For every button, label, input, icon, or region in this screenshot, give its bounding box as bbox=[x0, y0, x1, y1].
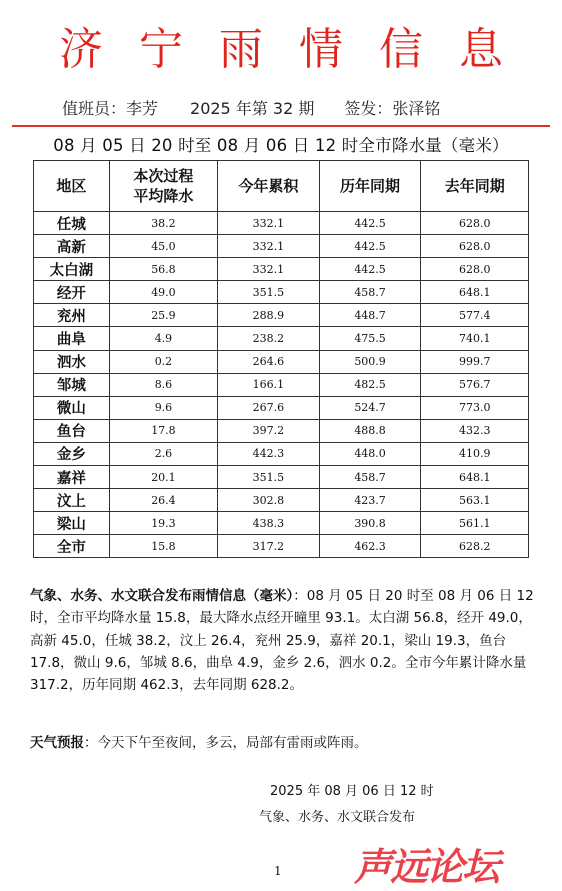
col-header-last-year: 去年同期 bbox=[421, 161, 529, 212]
rainfall-table bbox=[33, 160, 529, 558]
table-row bbox=[34, 258, 529, 281]
area-name-cell: 金乡 bbox=[34, 442, 110, 465]
rainfall-value-cell: 458.7 bbox=[319, 466, 421, 489]
area-name-cell: 泗水 bbox=[34, 350, 110, 373]
rainfall-value-cell: 317.2 bbox=[218, 535, 320, 558]
rainfall-value-cell: 49.0 bbox=[109, 281, 217, 304]
rainfall-value-cell: 475.5 bbox=[319, 327, 421, 350]
rainfall-value-cell: 773.0 bbox=[421, 396, 529, 419]
rainfall-value-cell: 648.1 bbox=[421, 466, 529, 489]
rainfall-value-cell: 740.1 bbox=[421, 327, 529, 350]
rainfall-value-cell: 4.9 bbox=[109, 327, 217, 350]
col-header-year-total: 今年累积 bbox=[218, 161, 320, 212]
table-row bbox=[34, 281, 529, 304]
table-row bbox=[34, 489, 529, 512]
table-row bbox=[34, 304, 529, 327]
forecast-body: ：今天下午至夜间，多云，局部有雷雨或阵雨。 bbox=[84, 735, 368, 751]
rainfall-value-cell: 423.7 bbox=[319, 489, 421, 512]
rainfall-value-cell: 448.0 bbox=[319, 442, 421, 465]
table-row bbox=[34, 466, 529, 489]
rainfall-value-cell: 390.8 bbox=[319, 512, 421, 535]
rainfall-value-cell: 9.6 bbox=[109, 396, 217, 419]
area-name-cell: 微山 bbox=[34, 396, 110, 419]
rainfall-value-cell: 238.2 bbox=[218, 327, 320, 350]
rainfall-value-cell: 563.1 bbox=[421, 489, 529, 512]
issue-number: 2025 年第 32 期 bbox=[190, 99, 315, 118]
area-name-cell: 任城 bbox=[34, 212, 110, 235]
rainfall-value-cell: 351.5 bbox=[218, 466, 320, 489]
issue-meta bbox=[62, 96, 542, 119]
table-caption: 08 月 05 日 20 时至 08 月 06 日 12 时全市降水量（毫米） bbox=[53, 136, 509, 155]
signer: 签发：张泽铭 bbox=[344, 99, 441, 118]
rainfall-value-cell: 26.4 bbox=[109, 489, 217, 512]
rainfall-value-cell: 56.8 bbox=[109, 258, 217, 281]
summary-lead: 气象、水务、水文联合发布雨情信息（毫米） bbox=[30, 588, 294, 604]
header-divider bbox=[12, 125, 550, 127]
rainfall-value-cell: 628.2 bbox=[421, 535, 529, 558]
rainfall-value-cell: 302.8 bbox=[218, 489, 320, 512]
rainfall-value-cell: 482.5 bbox=[319, 373, 421, 396]
rainfall-value-cell: 462.3 bbox=[319, 535, 421, 558]
rainfall-value-cell: 442.5 bbox=[319, 212, 421, 235]
rainfall-value-cell: 166.1 bbox=[218, 373, 320, 396]
joint-release-summary bbox=[30, 585, 535, 696]
rainfall-value-cell: 0.2 bbox=[109, 350, 217, 373]
rainfall-value-cell: 397.2 bbox=[218, 419, 320, 442]
summary-body: ：08 月 05 日 20 时至 08 月 06 日 12 时，全市平均降水量 15.8，最大降水点经开曈里 93.1。太白湖 56.8，经开 49.0，高新 45.0，任城 38.2，汶上 26.4，兖州 25.9，嘉祥 20.1，梁山 19.3，鱼台 17.8，微山 9.6，邹城 8.6，曲阜 4.9，金乡 2.6，泗水 0.2。全市今年累计降水量 317.2，历年同期 462.3，去年同期 628.2。 bbox=[30, 588, 534, 694]
rainfall-value-cell: 288.9 bbox=[218, 304, 320, 327]
rainfall-value-cell: 577.4 bbox=[421, 304, 529, 327]
area-name-cell: 邹城 bbox=[34, 373, 110, 396]
table-row bbox=[34, 350, 529, 373]
rainfall-value-cell: 351.5 bbox=[218, 281, 320, 304]
rainfall-value-cell: 448.7 bbox=[319, 304, 421, 327]
page-number: 1 bbox=[274, 864, 282, 878]
rainfall-value-cell: 438.3 bbox=[218, 512, 320, 535]
rainfall-value-cell: 332.1 bbox=[218, 212, 320, 235]
rainfall-value-cell: 20.1 bbox=[109, 466, 217, 489]
rainfall-value-cell: 442.5 bbox=[319, 235, 421, 258]
area-name-cell: 兖州 bbox=[34, 304, 110, 327]
rainfall-value-cell: 38.2 bbox=[109, 212, 217, 235]
area-name-cell: 梁山 bbox=[34, 512, 110, 535]
rainfall-value-cell: 524.7 bbox=[319, 396, 421, 419]
table-row bbox=[34, 419, 529, 442]
rainfall-value-cell: 15.8 bbox=[109, 535, 217, 558]
table-row bbox=[34, 535, 529, 558]
rainfall-value-cell: 628.0 bbox=[421, 258, 529, 281]
rainfall-value-cell: 332.1 bbox=[218, 258, 320, 281]
rainfall-value-cell: 432.3 bbox=[421, 419, 529, 442]
rainfall-value-cell: 648.1 bbox=[421, 281, 529, 304]
col-header-historical: 历年同期 bbox=[319, 161, 421, 212]
rainfall-value-cell: 458.7 bbox=[319, 281, 421, 304]
rainfall-value-cell: 442.3 bbox=[218, 442, 320, 465]
rainfall-value-cell: 19.3 bbox=[109, 512, 217, 535]
rainfall-value-cell: 8.6 bbox=[109, 373, 217, 396]
release-date: 2025 年 08 月 06 日 12 时 bbox=[270, 784, 434, 799]
duty-officer: 值班员：李芳 bbox=[62, 99, 159, 118]
rainfall-value-cell: 264.6 bbox=[218, 350, 320, 373]
rainfall-value-cell: 2.6 bbox=[109, 442, 217, 465]
release-issuer: 气象、水务、水文联合发布 bbox=[259, 810, 416, 825]
forecast-lead: 天气预报 bbox=[30, 735, 84, 751]
weather-forecast bbox=[30, 732, 535, 754]
col-header-area: 地区 bbox=[34, 161, 110, 212]
table-row bbox=[34, 373, 529, 396]
rainfall-value-cell: 999.7 bbox=[421, 350, 529, 373]
area-name-cell: 汶上 bbox=[34, 489, 110, 512]
rainfall-value-cell: 500.9 bbox=[319, 350, 421, 373]
area-name-cell: 全市 bbox=[34, 535, 110, 558]
table-row bbox=[34, 235, 529, 258]
area-name-cell: 太白湖 bbox=[34, 258, 110, 281]
area-name-cell: 曲阜 bbox=[34, 327, 110, 350]
area-name-cell: 嘉祥 bbox=[34, 466, 110, 489]
rainfall-value-cell: 442.5 bbox=[319, 258, 421, 281]
rainfall-value-cell: 628.0 bbox=[421, 235, 529, 258]
area-name-cell: 鱼台 bbox=[34, 419, 110, 442]
rainfall-value-cell: 561.1 bbox=[421, 512, 529, 535]
table-row bbox=[34, 212, 529, 235]
rainfall-value-cell: 410.9 bbox=[421, 442, 529, 465]
rainfall-value-cell: 25.9 bbox=[109, 304, 217, 327]
rainfall-value-cell: 488.8 bbox=[319, 419, 421, 442]
page-title: 济宁雨情信息 bbox=[59, 24, 539, 75]
rainfall-value-cell: 267.6 bbox=[218, 396, 320, 419]
table-row bbox=[34, 327, 529, 350]
area-name-cell: 高新 bbox=[34, 235, 110, 258]
table-row bbox=[34, 396, 529, 419]
rainfall-value-cell: 576.7 bbox=[421, 373, 529, 396]
rainfall-value-cell: 45.0 bbox=[109, 235, 217, 258]
rainfall-value-cell: 17.8 bbox=[109, 419, 217, 442]
forum-watermark: 声远论坛 bbox=[354, 845, 499, 889]
table-row bbox=[34, 442, 529, 465]
rainfall-value-cell: 332.1 bbox=[218, 235, 320, 258]
area-name-cell: 经开 bbox=[34, 281, 110, 304]
col-header-current: 本次过程平均降水 bbox=[109, 161, 217, 212]
rainfall-value-cell: 628.0 bbox=[421, 212, 529, 235]
table-header-row bbox=[34, 161, 529, 212]
table-row bbox=[34, 512, 529, 535]
